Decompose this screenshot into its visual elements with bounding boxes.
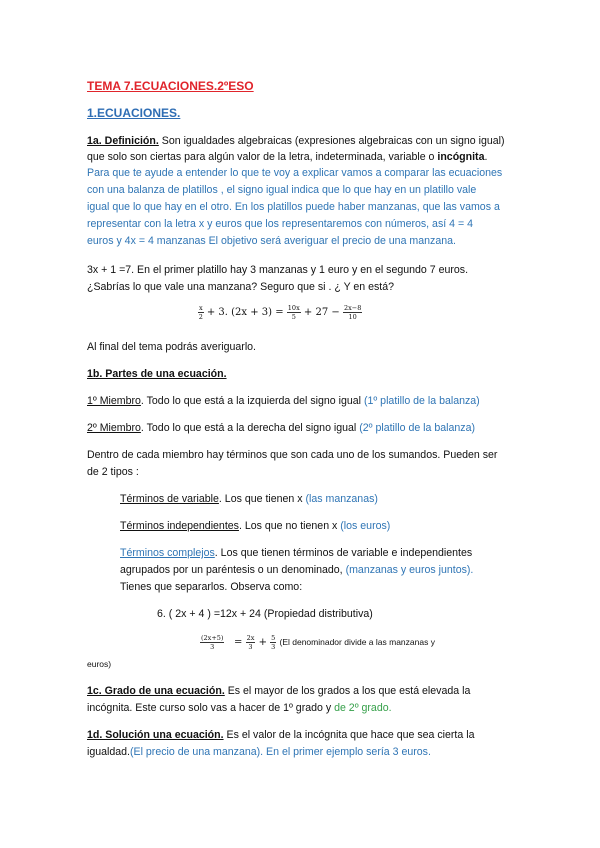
solution-text-2: igualdad. bbox=[87, 746, 131, 758]
fraction-5-over-3: $\frac{5}{3}$ bbox=[271, 634, 276, 651]
definition-label: 1a. Definición. bbox=[87, 135, 159, 147]
variable-terms-label: Términos de variable bbox=[120, 493, 219, 505]
balance-explanation-1: Para que te ayude a entender lo que te voy a explicar vamos a comparar las ecuaciones bbox=[87, 167, 503, 179]
independent-terms-label: Términos independientes bbox=[120, 520, 239, 532]
degree-text-2: incógnita. Este curso solo vas a hacer de 1º grado y bbox=[87, 702, 335, 714]
fraction-2x-over-3: $\frac{2x}{3}$ bbox=[246, 634, 255, 651]
fraction-note: (El denominador divide a las manzanas y bbox=[279, 637, 435, 647]
definition-text-1: Son igualdades algebraicas (expresiones algebraicas con un signo igual) bbox=[158, 135, 505, 147]
first-member-text: . Todo lo que está a la izquierda del signo igual bbox=[140, 395, 364, 407]
complex-terms-text-2: agrupados por un paréntesis o un denominado, bbox=[120, 564, 346, 576]
section-heading-ecuaciones: 1.ECUACIONES. bbox=[87, 106, 181, 120]
complex-terms-line-2 bbox=[120, 563, 473, 577]
second-member-line bbox=[87, 421, 475, 435]
solution-text-1: Es el valor de la incógnita que hace que sea cierta la bbox=[223, 729, 475, 741]
balance-explanation-5: euros y 4x = 4 manzanas El objetivo será averiguar el precio de una manzana. bbox=[87, 235, 456, 247]
independent-terms-note: (los euros) bbox=[340, 520, 391, 532]
balance-explanation-2: con una balanza de platillos , el signo igual indica que lo que hay en un platillo vale bbox=[87, 184, 477, 196]
fraction-example bbox=[200, 631, 435, 654]
equation-part-1: + 3. (2x + 3) = bbox=[206, 307, 284, 318]
degree-line-1 bbox=[87, 684, 470, 698]
fraction-note-end: euros) bbox=[87, 659, 112, 669]
fraction-equals-sign: = bbox=[234, 637, 243, 648]
complex-terms-line-3: Tienes que separarlos. Observa como: bbox=[120, 581, 303, 593]
example-conclusion: Al final del tema podrás averiguarlo. bbox=[87, 341, 257, 353]
fraction-x-over-2: $\frac{x}{2}$ bbox=[198, 304, 203, 321]
example-line-2: ¿Sabrías lo que vale una manzana? Seguro que si . ¿ Y en está? bbox=[87, 281, 395, 293]
independent-terms-text: . Los que no tienen x bbox=[238, 520, 341, 532]
solution-line-2 bbox=[87, 745, 431, 759]
solution-line-1 bbox=[87, 728, 474, 742]
complex-terms-line-1 bbox=[120, 546, 472, 560]
definition-line-2 bbox=[87, 150, 487, 164]
balance-explanation-3: igual que lo que hay en el otro. En los platillos puede haber manzanas, que las vamos a bbox=[87, 201, 500, 213]
definition-text-2: que solo son ciertas para algún valor de la letra, indeterminada, variable o bbox=[87, 151, 438, 163]
variable-terms-line bbox=[120, 492, 378, 506]
balance-explanation-4: representar con la letra x y euros que los representaremos con números, así 4 = 4 bbox=[87, 218, 473, 230]
degree-second-grade: de 2º grado. bbox=[334, 702, 392, 714]
page-title: TEMA 7.ECUACIONES.2ºESO bbox=[87, 79, 254, 93]
second-member-text: . Todo lo que está a la derecha del signo igual bbox=[140, 422, 360, 434]
complex-terms-note: (manzanas y euros juntos). bbox=[345, 564, 474, 576]
complex-terms-label: Términos complejos bbox=[120, 547, 215, 559]
second-member-label: 2º Miembro bbox=[87, 422, 141, 434]
incognita-word: incógnita bbox=[437, 151, 485, 163]
variable-terms-note: (las manzanas) bbox=[305, 493, 378, 505]
second-member-note: (2º platillo de la balanza) bbox=[359, 422, 475, 434]
first-member-line bbox=[87, 394, 480, 408]
fraction-2x-plus-5-over-3: $\frac{(2x+5)}{3}$ bbox=[201, 634, 224, 651]
distributive-example: 6. ( 2x + 4 ) =12x + 24 (Propiedad distributiva) bbox=[157, 608, 373, 620]
fraction-plus-sign: + bbox=[258, 637, 267, 648]
degree-line-2 bbox=[87, 701, 392, 715]
terms-intro-1: Dentro de cada miembro hay términos que son cada uno de los sumandos. Pueden ser bbox=[87, 449, 498, 461]
solution-heading: 1d. Solución una ecuación. bbox=[87, 729, 224, 741]
terms-intro-2: de 2 tipos : bbox=[87, 466, 139, 478]
first-member-note: (1º platillo de la balanza) bbox=[363, 395, 480, 407]
first-member-label: 1º Miembro bbox=[87, 395, 141, 407]
example-line-1: 3x + 1 =7. En el primer platillo hay 3 manzanas y 1 euro y en el segundo 7 euros. bbox=[87, 264, 469, 276]
variable-terms-text: . Los que tienen x bbox=[218, 493, 306, 505]
degree-text-1: Es el mayor de los grados a los que está elevada la bbox=[224, 685, 471, 697]
parts-heading: 1b. Partes de una ecuación. bbox=[87, 368, 227, 380]
fraction-2x-minus-8-over-10: $\frac{2x-8}{10}$ bbox=[343, 304, 362, 321]
definition-line-1 bbox=[87, 134, 505, 148]
complex-terms-text: . Los que tienen términos de variable e independientes bbox=[214, 547, 473, 559]
fraction-10x-over-5: $\frac{10x}{5}$ bbox=[287, 304, 300, 321]
degree-heading: 1c. Grado de una ecuación. bbox=[87, 685, 225, 697]
equation-part-2: + 27 − bbox=[303, 307, 340, 318]
independent-terms-line bbox=[120, 519, 390, 533]
example-equation bbox=[198, 303, 362, 323]
definition-period: . bbox=[484, 151, 488, 163]
solution-note: (El precio de una manzana). En el primer ejemplo sería 3 euros. bbox=[130, 746, 431, 758]
